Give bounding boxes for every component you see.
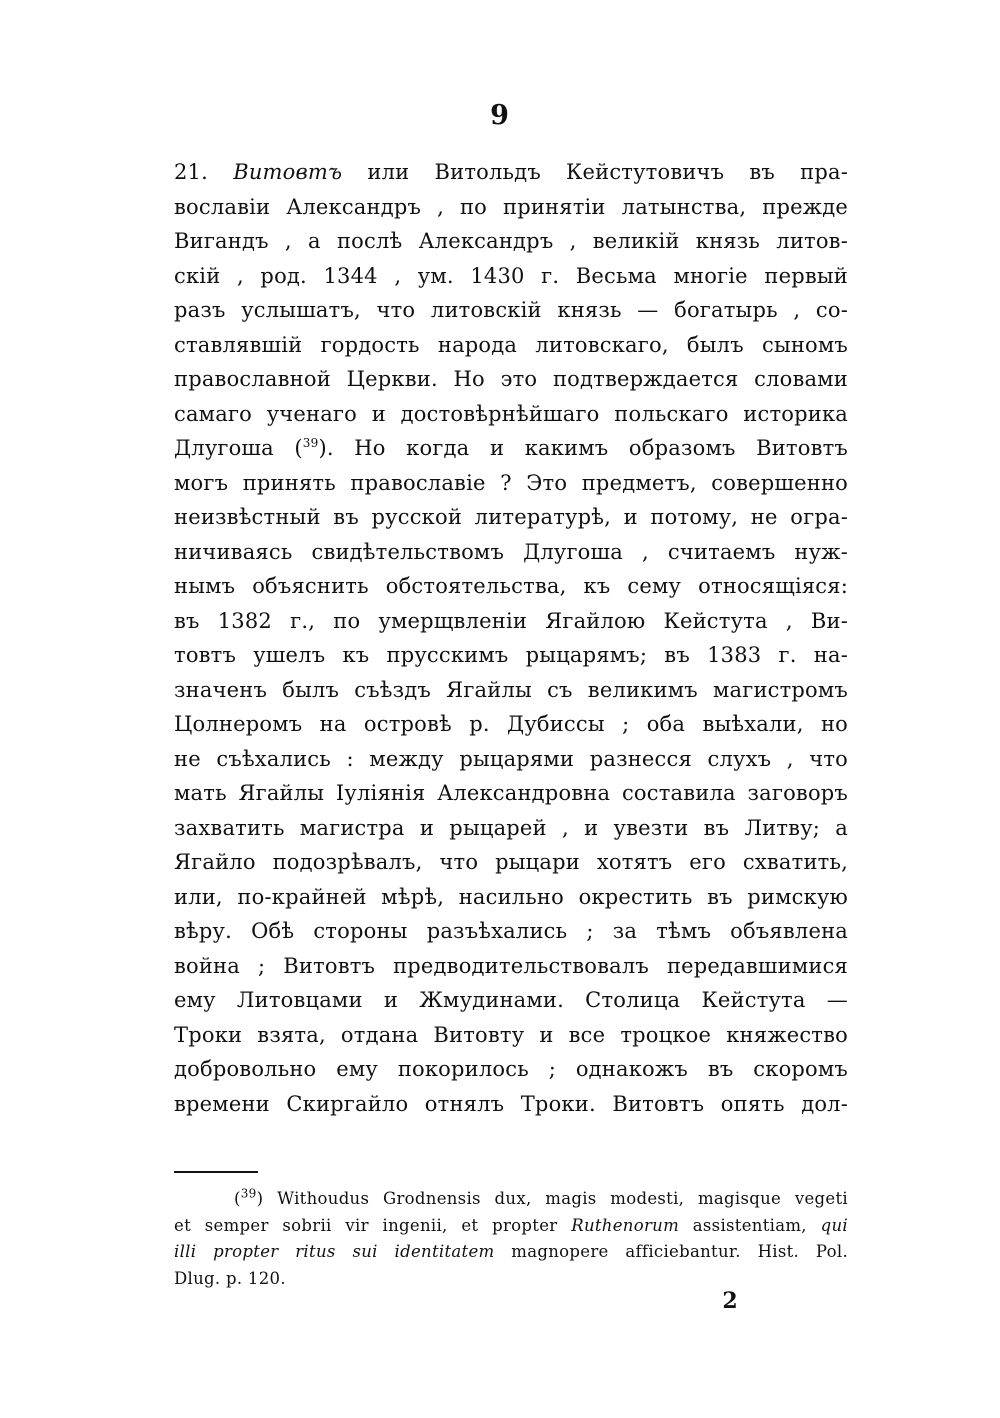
text-line: неизвѣстный въ русской литературѣ, и потому, не огра- xyxy=(174,505,848,529)
text-line: ничиваясь свидѣтельствомъ Длугоша , считаемъ нуж- xyxy=(174,539,848,564)
text-line: въ 1382 г., по умерщвленіи Ягайлою Кейстута , Ви- xyxy=(174,608,848,633)
text-line: значенъ былъ съѣздъ Ягайлы съ великимъ магистромъ xyxy=(174,677,848,702)
footnote-line: ($^{39}$) Withoudus Grodnensis dux, magis modesti, magisque vegeti xyxy=(234,1186,848,1208)
text-line: скій , род. 1344 , ум. 1430 г. Весьма многіе первый xyxy=(174,263,848,288)
text-line: не съѣхались : между рыцарями разнесся слухъ , что xyxy=(174,746,848,771)
text-line: 21. Витовтъ или Витольдъ Кейстутовичъ въ пра- xyxy=(174,160,848,184)
text-line: вѣру. Обѣ стороны разъѣхались ; за тѣмъ объявлена xyxy=(174,919,848,943)
italic-name: Витовтъ xyxy=(233,160,343,184)
text-line: самаго ученаго и достовѣрнѣйшаго польскаго историка xyxy=(174,401,848,426)
text-line: товтъ ушелъ къ прусскимъ рыцарямъ; въ 1383 г. на- xyxy=(174,643,848,667)
signature-mark: 2 xyxy=(722,1288,738,1314)
text-line: Вигандъ , а послѣ Александръ , великій князь литов- xyxy=(174,229,848,253)
text-line: ему Литовцами и Жмудинами. Столица Кейстута — xyxy=(174,988,848,1012)
footnote-line: et semper sobrii vir ingenii, et propter Ruthenorum assistentiam, qui xyxy=(174,1215,848,1235)
text-line: ставлявшій гордость народа литовскаго, былъ сыномъ xyxy=(174,332,848,357)
text-line: вославіи Александръ , по принятіи латынства, прежде xyxy=(174,194,848,219)
text-line: нымъ объяснить обстоятельства, къ сему относящіяся: xyxy=(174,574,848,598)
text-line: Цолнеромъ на островѣ р. Дубиссы ; оба выѣхали, но xyxy=(174,712,848,736)
text-line: православной Церкви. Но это подтверждается словами xyxy=(174,367,848,391)
text-line: Ягайло подозрѣвалъ, что рыцари хотятъ его схватить, xyxy=(174,850,848,874)
footnote-marker: 39 xyxy=(240,1186,257,1201)
text-line: добровольно ему покорилось ; однакожъ въ скоромъ xyxy=(174,1057,848,1081)
text-line: Длугоша ($^{39}$). Но когда и какимъ образомъ Витовтъ xyxy=(174,436,848,460)
page-number: 9 xyxy=(490,100,510,131)
footnote-reference: 39 xyxy=(302,436,319,450)
footnote xyxy=(174,1186,848,1292)
footnote-divider xyxy=(174,1171,258,1173)
text-line: могъ принять православіе ? Это предметъ, совершенно xyxy=(174,470,848,495)
text-line: война ; Витовтъ предводительствовалъ передавшимися xyxy=(174,953,848,978)
text-line: разъ услышатъ, что литовскій князь — богатырь , со- xyxy=(174,298,848,322)
text-line: времени Скиргайло отнялъ Троки. Витовтъ опять дол- xyxy=(174,1091,848,1116)
main-paragraph xyxy=(174,155,848,1121)
text-line: Троки взята, отдана Витовту и все троцкое княжество xyxy=(174,1022,848,1047)
text-line: захватить магистра и рыцарей , и увезти въ Литву; а xyxy=(174,815,848,840)
text-line: мать Ягайлы Іуліянія Александровна составила заговоръ xyxy=(174,781,848,805)
footnote-line: Dlug. p. 120. xyxy=(174,1268,286,1288)
paragraph-number: 21. xyxy=(174,160,208,184)
footnote-line: illi propter ritus sui identitatem magnopere afficiebantur. Hist. Pol. xyxy=(174,1242,848,1261)
text-line: или, по-крайней мѣрѣ, насильно окрестить въ римскую xyxy=(174,884,848,909)
